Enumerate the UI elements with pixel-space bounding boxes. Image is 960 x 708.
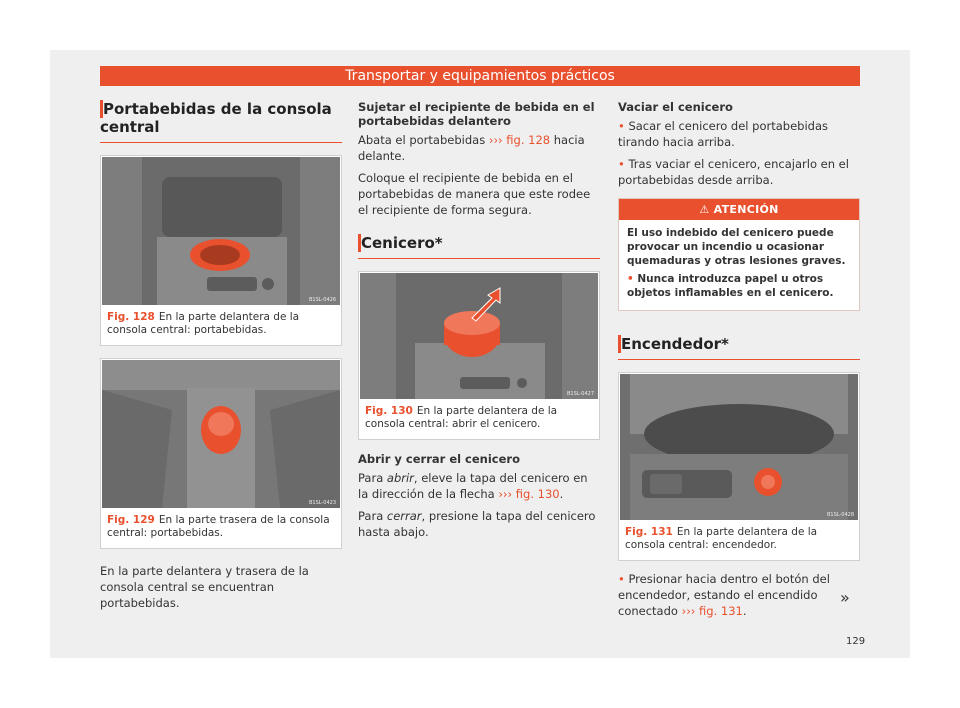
bullet-item: • Tras vaciar el cenicero, encajarlo en el portabebidas desde arriba. <box>618 157 849 187</box>
bullet-item: • Sacar el cenicero del portabebidas tirando hacia arriba. <box>618 119 828 149</box>
figure-image <box>102 360 340 508</box>
subheading: Abrir y cerrar el cenicero <box>358 452 520 466</box>
section-heading: Encendedor* <box>618 335 860 360</box>
figure-128 <box>100 155 342 346</box>
figure-caption: Fig. 130 En la parte delantera de la consola central: abrir el cenicero. <box>365 405 558 430</box>
section-heading: Portabebidas de la consola central <box>100 100 342 143</box>
warning-bullet: • Nunca introduzca papel u otros objetos inflamables en el cenicero. <box>627 273 834 299</box>
warning-box <box>618 198 860 311</box>
figure-caption: Fig. 128 En la parte delantera de la consola central: portabebidas. <box>107 311 300 336</box>
subheading: Vaciar el cenicero <box>618 100 733 114</box>
paragraph: Coloque el recipiente de bebida en el portabebidas de manera que este rodee el recipiente de forma segura. <box>358 171 591 217</box>
figure-code: B1SL-0427 <box>566 391 594 397</box>
paragraph: Abata el portabebidas ››› fig. 128 hacia delante. <box>358 133 585 163</box>
column-2 <box>358 100 600 546</box>
figure-code: B1SL-0423 <box>308 500 336 506</box>
section-heading: Cenicero* <box>358 234 600 259</box>
continue-arrow-icon: » <box>840 588 850 607</box>
chapter-header: Transportar y equipamientos prácticos <box>100 66 860 86</box>
paragraph: Para abrir, eleve la tapa del cenicero en la dirección de la flecha ››› fig. 130. <box>358 471 588 501</box>
figure-reference-link[interactable]: ››› fig. 131 <box>681 604 743 618</box>
column-1 <box>100 100 342 617</box>
warning-header: ⚠ ATENCIÓN <box>619 199 859 220</box>
warning-body <box>619 220 859 310</box>
paragraph: En la parte delantera y trasera de la consola central se encuentran portabebidas. <box>100 564 309 610</box>
column-3 <box>618 100 860 625</box>
figure-130 <box>358 271 600 440</box>
figure-caption: Fig. 131 En la parte delantera de la consola central: encendedor. <box>625 526 818 551</box>
bullet-item: • Presionar hacia dentro el botón del encendedor, estando el encendido conectado ››› fig. 131. <box>618 572 830 618</box>
warning-triangle-icon: ⚠ <box>699 203 710 216</box>
warning-text: El uso indebido del cenicero puede provocar un incendio u ocasionar quemaduras y otras lesiones graves. <box>627 227 846 267</box>
figure-caption: Fig. 129 En la parte trasera de la consola central: portabebidas. <box>107 514 330 539</box>
paragraph: Para cerrar, presione la tapa del cenicero hasta abajo. <box>358 509 596 539</box>
figure-129 <box>100 358 342 549</box>
figure-code: B1SL-0426 <box>308 297 336 303</box>
figure-image <box>620 374 858 520</box>
page-number: 129 <box>846 636 866 647</box>
figure-reference-link[interactable]: ››› fig. 130 <box>498 487 560 501</box>
figure-code: B1SL-0428 <box>826 512 854 518</box>
figure-image <box>102 157 340 305</box>
figure-reference-link[interactable]: ››› fig. 128 <box>488 133 551 147</box>
figure-131 <box>618 372 860 561</box>
subheading: Sujetar el recipiente de bebida en el portabebidas delantero <box>358 100 595 128</box>
figure-image <box>360 273 598 399</box>
